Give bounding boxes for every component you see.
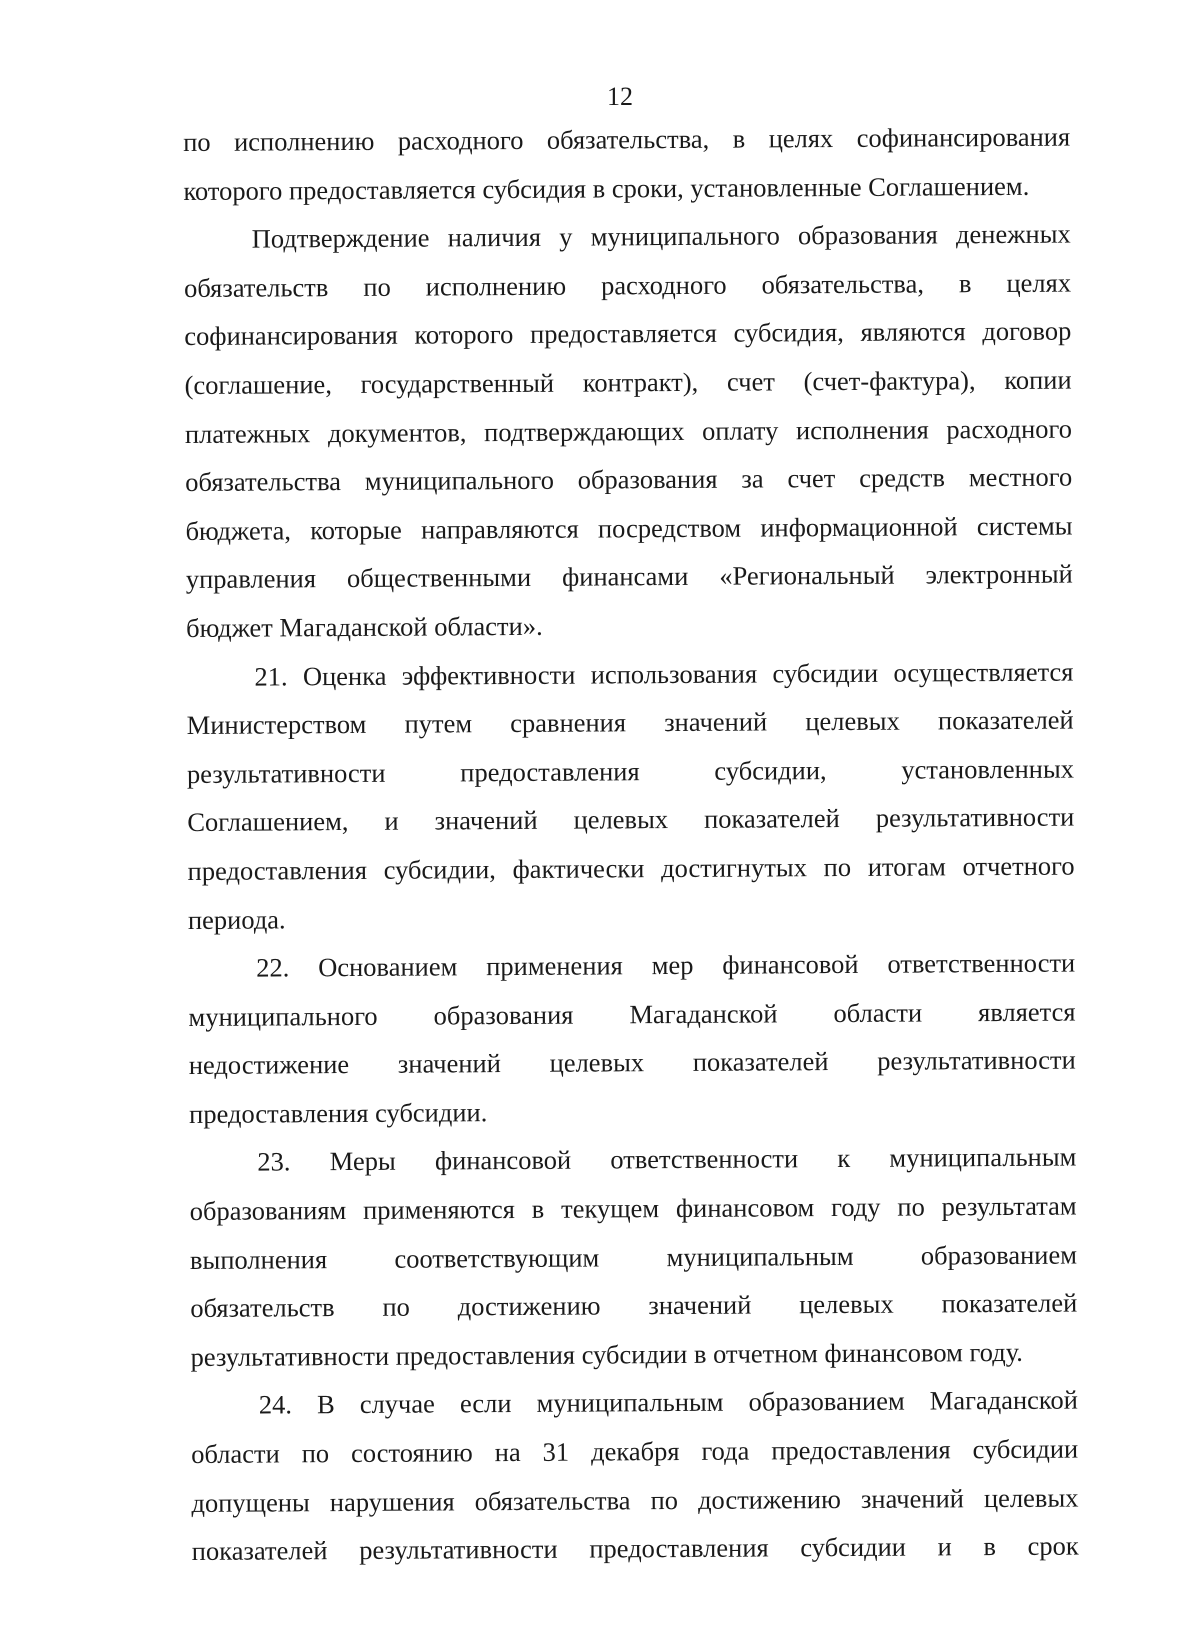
text-line: предоставления субсидии, фактически достигнутых по итогам отчетного	[187, 850, 1075, 886]
text-line: платежных документов, подтверждающих оплату исполнения расходного	[184, 413, 1073, 449]
text-line: бюджета, которые направляются посредством информационной системы	[185, 510, 1073, 546]
text-line: 23. Меры финансовой ответственности к муниципальным	[257, 1142, 1077, 1178]
paragraph-23	[189, 1133, 1077, 1381]
text-line: показателей результативности предоставления субсидии и в срок	[191, 1530, 1079, 1567]
paragraph-22	[188, 939, 1076, 1139]
page-number: 12	[607, 82, 633, 111]
text-line: Подтверждение наличия у муниципального образования денежных	[251, 218, 1071, 254]
text-line: по исполнению расходного обязательства, в целях софинансирования	[183, 121, 1071, 157]
text-line: Соглашением, и значений целевых показателей результативности	[187, 801, 1075, 838]
text-line: обязательства муниципального образования за счет средств местного	[185, 461, 1073, 498]
text-line: 22. Основанием применения мер финансовой ответственности	[256, 947, 1076, 983]
paragraph-continuation	[183, 113, 1071, 216]
text-line: бюджет Магаданской области».	[186, 610, 543, 643]
text-line: муниципального образования Магаданской области является	[188, 996, 1076, 1032]
text-line: которого предоставляется субсидия в сроки, установленные Соглашением.	[183, 170, 1030, 206]
paragraph-24	[191, 1376, 1079, 1576]
document-body	[183, 113, 1079, 1576]
text-line: управления общественными финансами «Региональный электронный	[185, 558, 1073, 595]
text-line: результативности предоставления субсидии в отчетном финансовом году.	[190, 1336, 1023, 1372]
text-line: 21. Оценка эффективности использования субсидии осуществляется	[254, 656, 1074, 692]
text-line: обязательств по исполнению расходного обязательства, в целях	[183, 267, 1072, 303]
text-line: периода.	[187, 903, 286, 935]
text-line: допущены нарушения обязательства по достижению значений целевых	[191, 1482, 1079, 1518]
text-line: результативности предоставления субсидии, установленных	[186, 753, 1075, 789]
text-line: Министерством путем сравнения значений целевых показателей	[186, 704, 1074, 741]
text-line: 24. В случае если муниципальным образованием Магаданской	[258, 1384, 1078, 1420]
text-line: образованиям применяются в текущем финансовом году по результатам	[189, 1190, 1077, 1227]
text-line: (соглашение, государственный контракт), счет (счет-фактура), копии	[184, 364, 1072, 400]
text-line: недостижение значений целевых показателей результативности	[188, 1044, 1076, 1081]
text-line: области по состоянию на 31 декабря года предоставления субсидии	[191, 1433, 1079, 1470]
text-line: обязательств по достижению значений целевых показателей	[190, 1287, 1078, 1324]
text-line: софинансирования которого предоставляется субсидия, являются договор	[184, 315, 1072, 352]
text-line: предоставления субсидии.	[188, 1097, 488, 1129]
text-line: выполнения соответствующим муниципальным образованием	[189, 1239, 1078, 1275]
paragraph-confirmation	[184, 210, 1074, 653]
paragraph-21	[186, 647, 1075, 944]
